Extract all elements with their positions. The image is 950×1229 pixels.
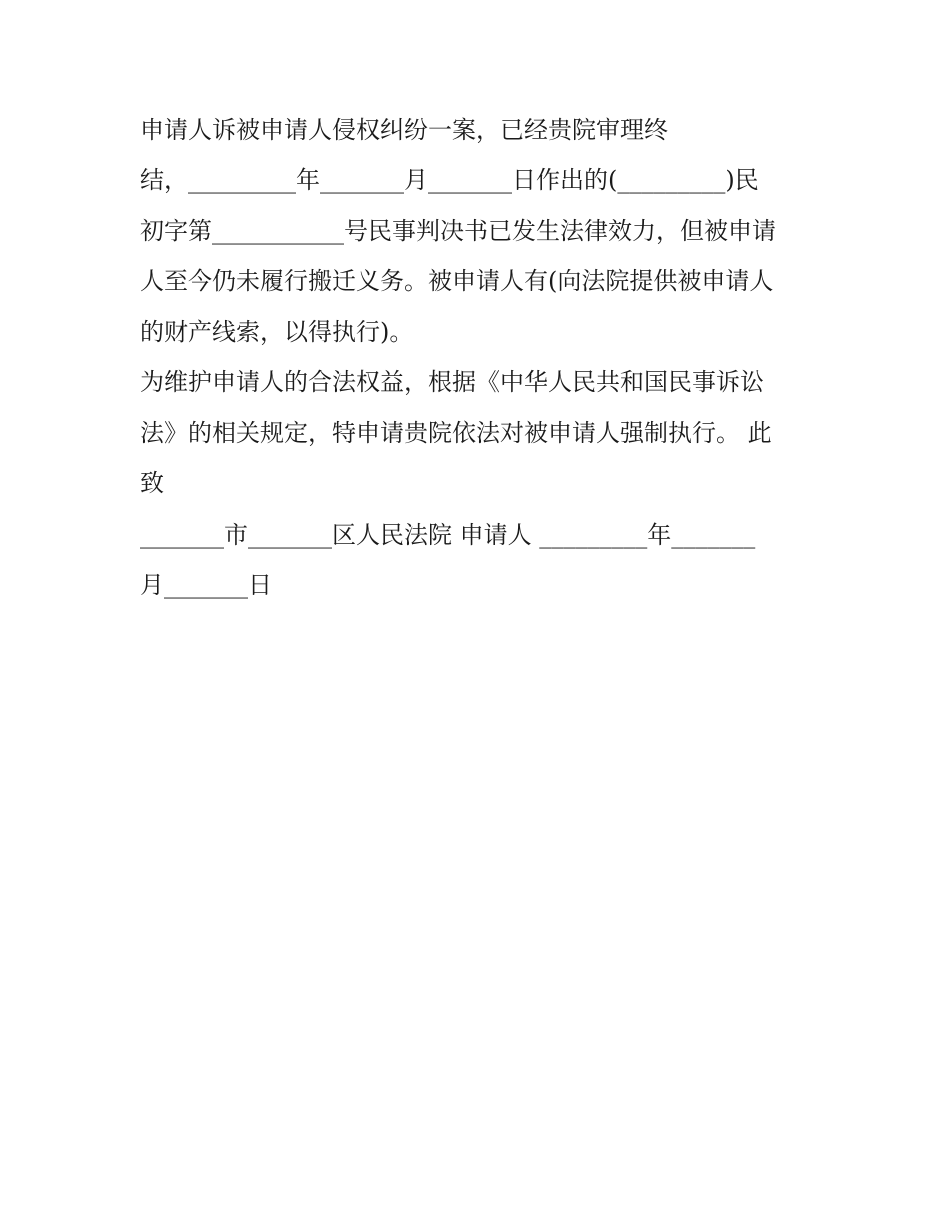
- body-line-4: 人至今仍未履行搬迁义务。被申请人有(向法院提供被申请人: [140, 267, 774, 295]
- body-line-2: 结，_________年_______月_______日作出的(_________)民: [140, 166, 759, 194]
- body-line-5: 的财产线索，以得执行)。: [140, 318, 414, 346]
- body-line-3: 初字第___________号民事判决书已发生法律效力，但被申请: [140, 217, 776, 245]
- date-line: 月_______日: [140, 571, 272, 599]
- body-line-6: 为维护申请人的合法权益，根据《中华人民共和国民事诉讼: [140, 368, 764, 396]
- body-line-1: 申请人诉被申请人侵权纠纷一案，已经贵院审理终: [140, 116, 668, 144]
- body-line-7: 法》的相关规定，特申请贵院依法对被申请人强制执行。 此: [140, 419, 772, 447]
- signature-line: _______市_______区人民法院 申请人 _________年_______: [140, 521, 756, 549]
- body-line-8: 致: [140, 469, 164, 497]
